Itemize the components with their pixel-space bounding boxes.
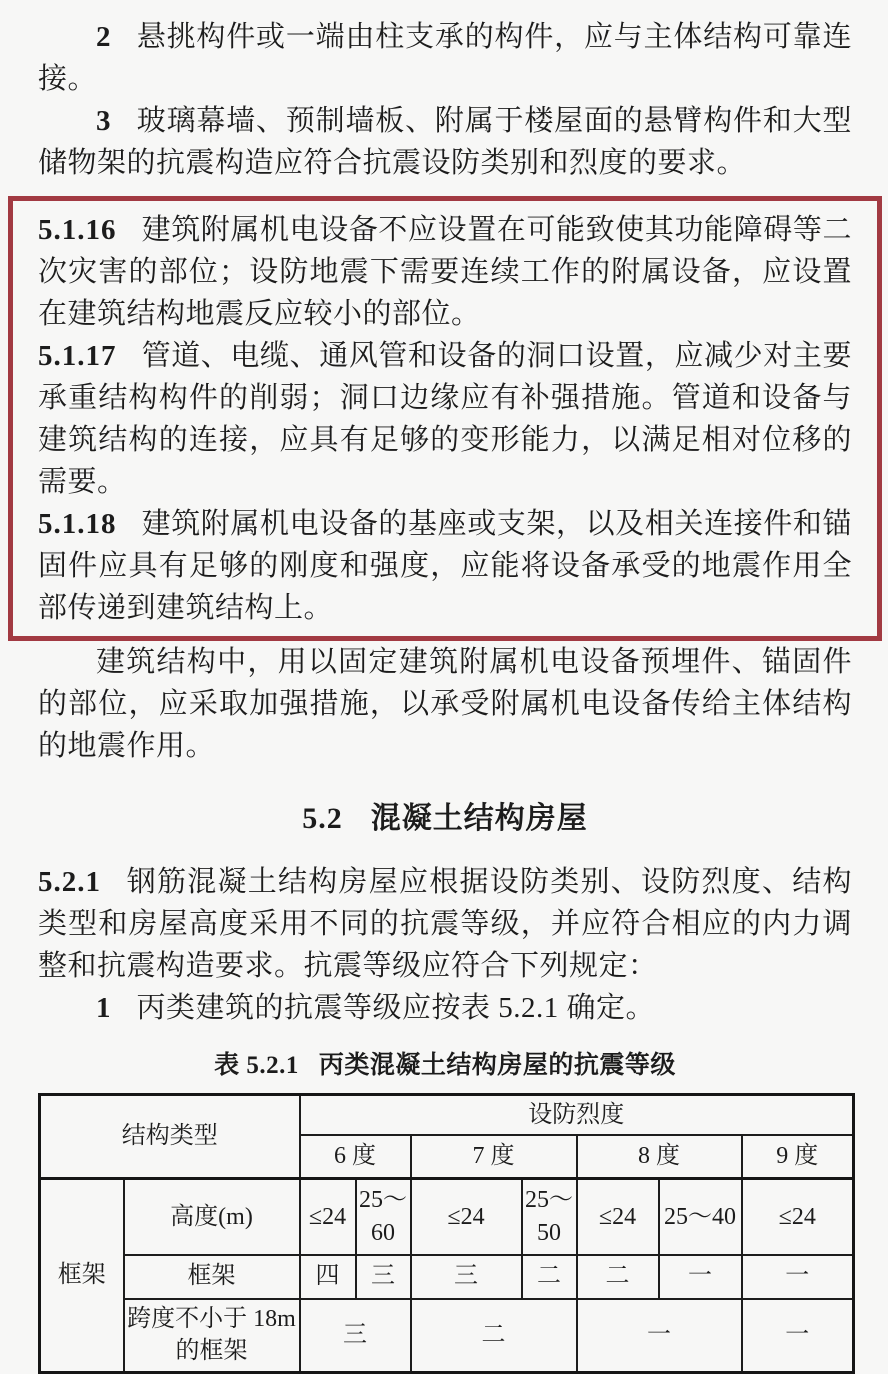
section-heading bbox=[38, 793, 852, 837]
header-intensity: 设防烈度 bbox=[300, 1095, 854, 1135]
table-cell: 二 bbox=[411, 1299, 577, 1373]
table-row-height bbox=[40, 1179, 854, 1255]
header-degree-6: 6 度 bbox=[300, 1135, 411, 1179]
table-row-span18 bbox=[40, 1299, 854, 1373]
clause-2-paragraph bbox=[38, 16, 852, 100]
table-row-frame bbox=[40, 1255, 854, 1299]
group-label-cell: 框架 bbox=[40, 1179, 124, 1373]
table-cell: 三 bbox=[300, 1299, 411, 1373]
highlight-box bbox=[8, 196, 882, 641]
header-degree-7: 7 度 bbox=[411, 1135, 577, 1179]
item-1-paragraph bbox=[38, 987, 852, 1029]
clause-number: 5.1.18 bbox=[38, 508, 117, 540]
table-caption bbox=[38, 1045, 852, 1081]
header-degree-9: 9 度 bbox=[742, 1135, 854, 1179]
table-cell: 三 bbox=[411, 1255, 522, 1299]
table-cell: ≤24 bbox=[742, 1179, 854, 1255]
table-cell: 四 bbox=[300, 1255, 356, 1299]
clause-text: 悬挑构件或一端由柱支承的构件，应与主体结构可靠连接。 bbox=[38, 21, 852, 95]
table-caption-label: 表 5.2.1 bbox=[214, 1052, 299, 1079]
seismic-grade-table bbox=[38, 1093, 855, 1374]
continuation-paragraph: 建筑结构中，用以固定建筑附属机电设备预埋件、锚固件的部位，应采取加强措施，以承受附属机电设备传给主体结构的地震作用。 bbox=[38, 646, 852, 762]
item-number: 1 bbox=[96, 992, 112, 1024]
table-cell: ≤24 bbox=[577, 1179, 659, 1255]
table-cell: ≤24 bbox=[300, 1179, 356, 1255]
clause-text: 建筑附属机电设备不应设置在可能致使其功能障碍等二次灾害的部位；设防地震下需要连续工作的附属设备，应设置在建筑结构地震反应较小的部位。 bbox=[38, 214, 852, 330]
clause-5-1-16-paragraph bbox=[38, 209, 852, 335]
item-text: 丙类建筑的抗震等级应按表 5.2.1 确定。 bbox=[136, 992, 656, 1024]
table-cell: 一 bbox=[577, 1299, 742, 1373]
clause-text: 建筑附属机电设备的基座或支架，以及相关连接件和锚固件应具有足够的刚度和强度，应能将设备承受的地震作用全部传递到建筑结构上。 bbox=[38, 508, 852, 624]
table-cell: 一 bbox=[659, 1255, 742, 1299]
clause-text: 管道、电缆、通风管和设备的洞口设置，应减少对主要承重结构构件的削弱；洞口边缘应有补强措施。管道和设备与建筑结构的连接，应具有足够的变形能力，以满足相对位移的需要。 bbox=[38, 340, 852, 498]
clause-number: 5.1.16 bbox=[38, 214, 117, 246]
table-cell: 三 bbox=[356, 1255, 411, 1299]
clause-text: 钢筋混凝土结构房屋应根据设防类别、设防烈度、结构类型和房屋高度采用不同的抗震等级，并应符合相应的内力调整和抗震构造要求。抗震等级应符合下列规定： bbox=[38, 866, 852, 982]
table-cell: 二 bbox=[522, 1255, 577, 1299]
table-cell: 25～60 bbox=[356, 1179, 411, 1255]
row-label-cell: 跨度不小于 18m 的框架 bbox=[124, 1299, 300, 1373]
clause-number: 3 bbox=[96, 105, 112, 137]
clause-5-2-1-paragraph bbox=[38, 861, 852, 987]
table-cell: 一 bbox=[742, 1299, 854, 1373]
table-caption-title: 丙类混凝土结构房屋的抗震等级 bbox=[318, 1052, 676, 1079]
table-cell: ≤24 bbox=[411, 1179, 522, 1255]
clause-number: 5.1.17 bbox=[38, 340, 117, 372]
section-number: 5.2 bbox=[302, 802, 343, 835]
clause-3-paragraph bbox=[38, 100, 852, 184]
clause-text: 玻璃幕墙、预制墙板、附属于楼屋面的悬臂构件和大型储物架的抗震构造应符合抗震设防类别和烈度的要求。 bbox=[38, 105, 852, 179]
header-degree-8: 8 度 bbox=[577, 1135, 742, 1179]
row-label-cell: 框架 bbox=[124, 1255, 300, 1299]
clause-number: 5.2.1 bbox=[38, 866, 101, 898]
header-structure-type: 结构类型 bbox=[40, 1095, 300, 1179]
row-label-cell: 高度(m) bbox=[124, 1179, 300, 1255]
table-cell: 一 bbox=[742, 1255, 854, 1299]
table-cell: 二 bbox=[577, 1255, 659, 1299]
table-cell: 25～40 bbox=[659, 1179, 742, 1255]
clause-5-1-18-paragraph bbox=[38, 503, 852, 629]
clause-number: 2 bbox=[96, 21, 112, 53]
clause-5-1-17-paragraph bbox=[38, 335, 852, 503]
section-title: 混凝土结构房屋 bbox=[370, 802, 588, 835]
table-cell: 25～50 bbox=[522, 1179, 577, 1255]
